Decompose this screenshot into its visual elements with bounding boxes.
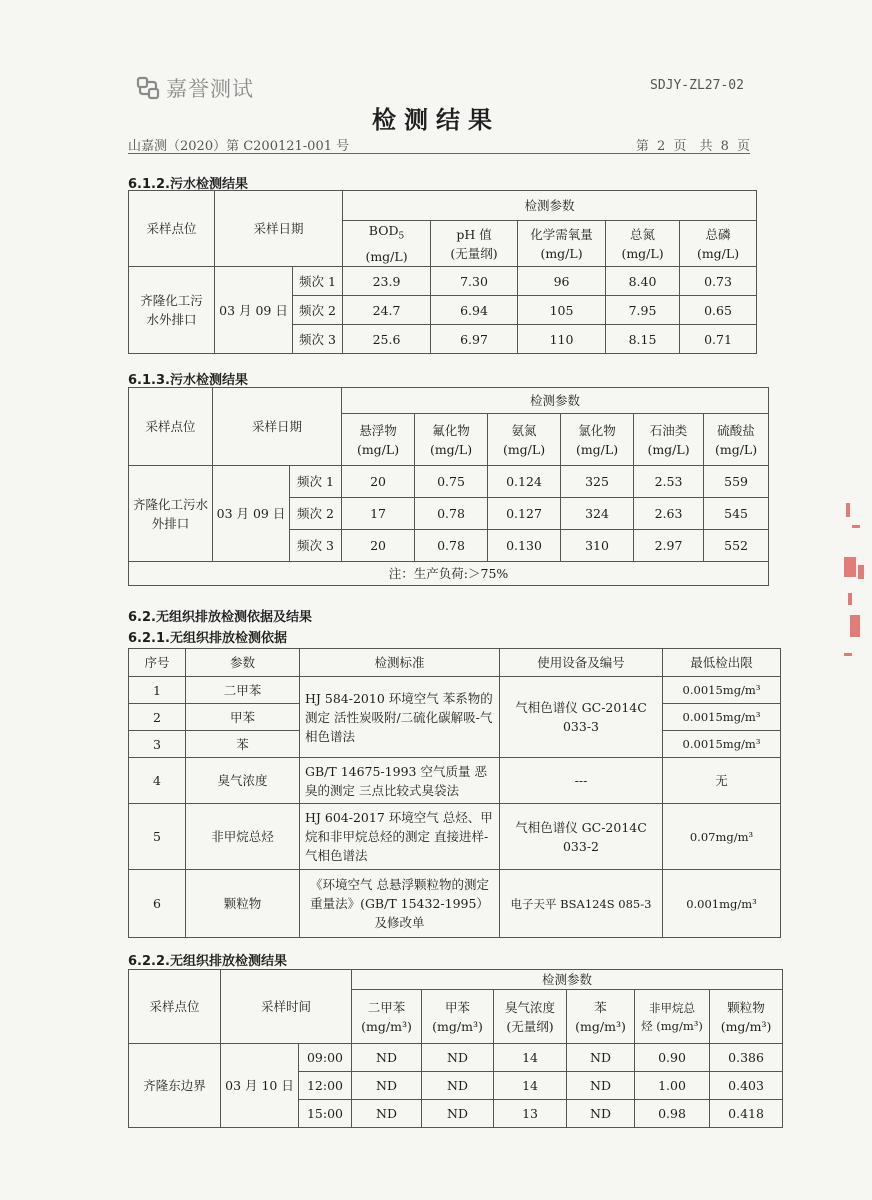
limit-cell: 0.0015mg/m³ xyxy=(663,677,781,704)
table-row xyxy=(129,870,781,938)
standard-cell: GB/T 14675-1993 空气质量 恶臭的测定 三点比较式臭袋法 xyxy=(300,758,500,804)
column-header: 化学需氧量 (mg/L) xyxy=(518,221,606,267)
limit-cell: 无 xyxy=(663,758,781,804)
sampling-point-cell: 齐隆化工污水外排口 xyxy=(129,267,215,354)
table-note: 注：生产负荷:＞75% xyxy=(129,562,769,586)
section-title-622: 6.2.2.无组织排放检测结果 xyxy=(128,954,287,969)
column-header: 硫酸盐 (mg/L) xyxy=(704,414,769,466)
header-sampling-point: 采样点位 xyxy=(129,388,213,466)
value-cell: ND xyxy=(352,1044,422,1072)
header-sampling-point: 采样点位 xyxy=(129,970,221,1044)
value-cell: 0.418 xyxy=(710,1100,783,1128)
freq-cell: 频次 2 xyxy=(290,498,342,530)
param-cell: 颗粒物 xyxy=(186,870,300,938)
freq-cell: 频次 3 xyxy=(293,325,343,354)
param-cell: 甲苯 xyxy=(186,704,300,731)
section-title-621: 6.2.1.无组织排放检测依据 xyxy=(128,631,287,646)
value-cell: ND xyxy=(422,1072,494,1100)
table-row xyxy=(129,1044,783,1072)
value-cell: 25.6 xyxy=(343,325,431,354)
seal-stamp-fragment xyxy=(838,495,872,675)
param-cell: 二甲苯 xyxy=(186,677,300,704)
freq-cell: 频次 3 xyxy=(290,530,342,562)
value-cell: 96 xyxy=(518,267,606,296)
value-cell: 24.7 xyxy=(343,296,431,325)
value-cell: ND xyxy=(567,1072,635,1100)
sampling-point-cell: 齐隆化工污水外排口 xyxy=(129,466,213,562)
table-wastewater-1 xyxy=(128,190,757,354)
column-header: 检测标准 xyxy=(300,649,500,677)
seq-cell: 4 xyxy=(129,758,186,804)
seq-cell: 5 xyxy=(129,804,186,870)
value-cell: ND xyxy=(567,1100,635,1128)
value-cell: 310 xyxy=(561,530,634,562)
value-cell: 0.71 xyxy=(680,325,757,354)
value-cell: 0.65 xyxy=(680,296,757,325)
value-cell: 7.95 xyxy=(606,296,680,325)
value-cell: ND xyxy=(422,1044,494,1072)
value-cell: 0.127 xyxy=(488,498,561,530)
header-test-params: 检测参数 xyxy=(343,191,757,221)
value-cell: 0.124 xyxy=(488,466,561,498)
table-row xyxy=(129,804,781,870)
column-header: 石油类 (mg/L) xyxy=(634,414,704,466)
param-cell: 非甲烷总烃 xyxy=(186,804,300,870)
column-header: 氟化物 (mg/L) xyxy=(415,414,488,466)
time-cell: 09:00 xyxy=(299,1044,352,1072)
logo-mark-icon xyxy=(136,76,160,100)
page-info: 第 2 页 共 8 页 xyxy=(635,139,750,154)
header-test-params: 检测参数 xyxy=(352,970,783,990)
limit-cell: 0.0015mg/m³ xyxy=(663,731,781,758)
table-row xyxy=(129,466,769,498)
value-cell: 6.94 xyxy=(431,296,518,325)
header-sampling-point: 采样点位 xyxy=(129,191,215,267)
value-cell: 2.53 xyxy=(634,466,704,498)
value-cell: 13 xyxy=(494,1100,567,1128)
value-cell: 552 xyxy=(704,530,769,562)
column-header: 参数 xyxy=(186,649,300,677)
value-cell: 0.78 xyxy=(415,530,488,562)
value-cell: 0.73 xyxy=(680,267,757,296)
column-header: 甲苯 (mg/m³) xyxy=(422,990,494,1044)
section-title-612: 6.1.2.污水检测结果 xyxy=(128,177,248,192)
column-header: 非甲烷总 烃 (mg/m³) xyxy=(635,990,710,1044)
value-cell: 8.40 xyxy=(606,267,680,296)
standard-cell: HJ 604-2017 环境空气 总烃、甲烷和非甲烷总烃的测定 直接进样-气相色谱法 xyxy=(300,804,500,870)
value-cell: 0.78 xyxy=(415,498,488,530)
sampling-date-cell: 03 月 09 日 xyxy=(215,267,293,354)
table-test-basis xyxy=(128,648,781,938)
value-cell: 0.90 xyxy=(635,1044,710,1072)
value-cell: 14 xyxy=(494,1072,567,1100)
table-row xyxy=(129,267,757,296)
column-header: 总磷 (mg/L) xyxy=(680,221,757,267)
value-cell: 110 xyxy=(518,325,606,354)
value-cell: 6.97 xyxy=(431,325,518,354)
value-cell: 8.15 xyxy=(606,325,680,354)
value-cell: 2.97 xyxy=(634,530,704,562)
standard-cell: 《环境空气 总悬浮颗粒物的测定 重量法》(GB/T 15432-1995）及修改单 xyxy=(300,870,500,938)
value-cell: 17 xyxy=(342,498,415,530)
value-cell: 2.63 xyxy=(634,498,704,530)
freq-cell: 频次 1 xyxy=(290,466,342,498)
limit-cell: 0.001mg/m³ xyxy=(663,870,781,938)
section-title-613: 6.1.3.污水检测结果 xyxy=(128,373,248,388)
param-cell: 苯 xyxy=(186,731,300,758)
column-header: 悬浮物 (mg/L) xyxy=(342,414,415,466)
value-cell: 0.98 xyxy=(635,1100,710,1128)
value-cell: 545 xyxy=(704,498,769,530)
column-header: 总氮 (mg/L) xyxy=(606,221,680,267)
column-header: 氯化物 (mg/L) xyxy=(561,414,634,466)
value-cell: 20 xyxy=(342,466,415,498)
value-cell: 7.30 xyxy=(431,267,518,296)
freq-cell: 频次 1 xyxy=(293,267,343,296)
table-fugitive-emission xyxy=(128,969,783,1128)
value-cell: ND xyxy=(422,1100,494,1128)
header-sampling-date: 采样日期 xyxy=(215,191,343,267)
limit-cell: 0.07mg/m³ xyxy=(663,804,781,870)
value-cell: 105 xyxy=(518,296,606,325)
column-header: 颗粒物 (mg/m³) xyxy=(710,990,783,1044)
report-ref-line xyxy=(128,134,750,154)
table-row xyxy=(129,677,781,704)
value-cell: 0.75 xyxy=(415,466,488,498)
param-cell: 臭气浓度 xyxy=(186,758,300,804)
column-header: 序号 xyxy=(129,649,186,677)
section-title-62: 6.2.无组织排放检测依据及结果 xyxy=(128,610,312,625)
page-title: 检测结果 xyxy=(372,106,500,134)
table-row xyxy=(129,758,781,804)
column-header: 二甲苯 (mg/m³) xyxy=(352,990,422,1044)
value-cell: ND xyxy=(352,1072,422,1100)
report-number: 山嘉测（2020）第 C200121-001 号 xyxy=(128,139,350,154)
column-header: pH 值 (无量纲) xyxy=(431,221,518,267)
limit-cell: 0.0015mg/m³ xyxy=(663,704,781,731)
seq-cell: 6 xyxy=(129,870,186,938)
column-header: 使用设备及编号 xyxy=(500,649,663,677)
equipment-cell: --- xyxy=(500,758,663,804)
value-cell: ND xyxy=(352,1100,422,1128)
value-cell: 23.9 xyxy=(343,267,431,296)
header-sampling-time: 采样时间 xyxy=(221,970,352,1044)
value-cell: 1.00 xyxy=(635,1072,710,1100)
freq-cell: 频次 2 xyxy=(293,296,343,325)
value-cell: 20 xyxy=(342,530,415,562)
time-cell: 12:00 xyxy=(299,1072,352,1100)
logo-text: 嘉誉测试 xyxy=(166,77,254,101)
seq-cell: 3 xyxy=(129,731,186,758)
column-header: 最低检出限 xyxy=(663,649,781,677)
value-cell: ND xyxy=(567,1044,635,1072)
sampling-point-cell: 齐隆东边界 xyxy=(129,1044,221,1128)
column-header: 苯 (mg/m³) xyxy=(567,990,635,1044)
seq-cell: 2 xyxy=(129,704,186,731)
column-header: $BOD_5$ (mg/L) xyxy=(343,221,431,267)
column-header: 臭气浓度 (无量纲) xyxy=(494,990,567,1044)
equipment-cell: 电子天平 BSA124S 085-3 xyxy=(500,870,663,938)
equipment-cell: 气相色谱仪 GC-2014C 033-3 xyxy=(500,677,663,758)
equipment-cell: 气相色谱仪 GC-2014C 033-2 xyxy=(500,804,663,870)
column-header: 氨氮 (mg/L) xyxy=(488,414,561,466)
sampling-date-cell: 03 月 10 日 xyxy=(221,1044,299,1128)
value-cell: 0.386 xyxy=(710,1044,783,1072)
value-cell: 324 xyxy=(561,498,634,530)
value-cell: 0.130 xyxy=(488,530,561,562)
time-cell: 15:00 xyxy=(299,1100,352,1128)
standard-cell: HJ 584-2010 环境空气 苯系物的测定 活性炭吸附/二硫化碳解吸-气相色谱法 xyxy=(300,677,500,758)
value-cell: 325 xyxy=(561,466,634,498)
table-wastewater-2 xyxy=(128,387,769,586)
header-sampling-date: 采样日期 xyxy=(213,388,342,466)
value-cell: 0.403 xyxy=(710,1072,783,1100)
value-cell: 559 xyxy=(704,466,769,498)
sampling-date-cell: 03 月 09 日 xyxy=(213,466,290,562)
header-test-params: 检测参数 xyxy=(342,388,769,414)
doc-code: SDJY-ZL27-02 xyxy=(650,78,744,93)
seq-cell: 1 xyxy=(129,677,186,704)
value-cell: 14 xyxy=(494,1044,567,1072)
